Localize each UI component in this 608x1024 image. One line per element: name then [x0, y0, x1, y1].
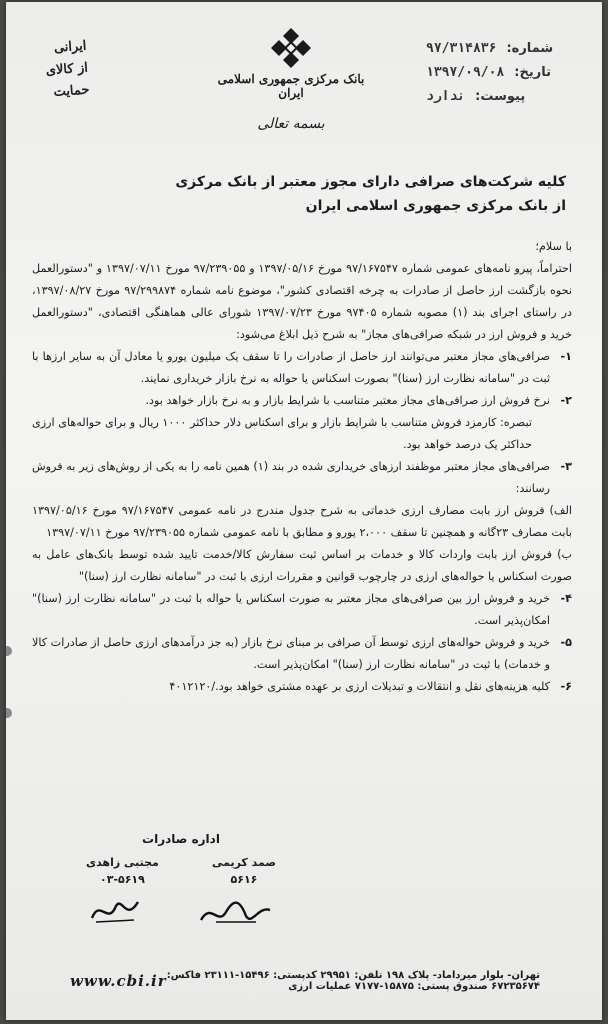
list-item: ۴- خرید و فروش ارز بین صرافی‌های مجاز معتبر به صورت اسکناس یا حواله با ثبت در "سامانه نظارت ارز (سنا)" امکان‌پذیر است. — [32, 592, 572, 627]
basmala: بسمه تعالی — [257, 116, 325, 132]
list-item: ۵- خرید و فروش حواله‌های ارزی توسط آن صرافی بر مبنای نرخ بازار (به جز درآمدهای ارزی حاصل از صادرات کالا و خدمات) با ثبت در "سامانه نظارت ارز (سنا)" امکان‌پذیر است. — [32, 636, 572, 671]
intro-paragraph: احتراماً، پیرو نامه‌های عمومی شماره ۹۷/۱۶۷۵۴۷ مورخ ۱۳۹۷/۰۵/۱۶ و ۹۷/۲۳۹۰۵۵ مورخ ۱۳۹۷/۰۷/۱۱ و "دستورالعمل نحوه بازگشت ارز حاصل از صادرات به چرخه اقتصادی کشور"، موضوع نامه شماره ۹۷/۲۹۹۸۷۴ مورخ ۱۳۹۷/۰۸/۲۷، در راستای اجرای بند (۱) مصوبه شماره ۹۷۴۰۵ مورخ ۱۳۹۷/۰۷/۲۳ شورای عالی هماهنگی اقتصادی، "دستورالعمل خرید و فروش ارز در شبکه صرافی‌های مجاز" به شرح ذیل ابلاغ می‌شود: — [32, 262, 573, 341]
recipient-line: از بانک مرکزی جمهوری اسلامی ایران — [305, 198, 566, 214]
number-row: شماره: ۹۷/۳۱۴۸۳۶ — [426, 40, 554, 56]
sub-item: ب) فروش ارز بابت واردات کالا و خدمات بر اساس ثبت سفارش کالا/خدمت تایید شده توسط بانک‌های عامل به صورت اسکناس یا حواله‌های ارزی در چارچوب قوانین و مقررات ارزی با ثبت در "سامانه نظارت ارز (سنا)" — [32, 548, 572, 583]
letter-meta — [426, 36, 576, 108]
punch-hole — [6, 646, 12, 656]
punch-hole — [6, 708, 12, 718]
recipient-block — [46, 170, 566, 218]
handwritten-signature-icon — [196, 892, 276, 932]
bank-name: بانک مرکزی جمهوری اسلامی ایران — [217, 72, 365, 100]
date-row: تاریخ: ۱۳۹۷/۰۹/۰۸ — [426, 64, 551, 80]
letter-footer — [70, 970, 540, 992]
support-stamp: ایرانی از کالای حمایت — [45, 38, 90, 100]
list-item: ۳- صرافی‌های مجاز معتبر موظفند ارزهای خریداری شده در بند (۱) همین نامه را به یکی از روش‌های زیر به فروش رسانند: — [32, 460, 572, 495]
attachment-row: پیوست: ندارد — [426, 88, 526, 104]
letter-date: ۱۳۹۷/۰۹/۰۸ — [426, 64, 505, 80]
note-item: تبصره: کارمزد فروش متناسب با شرایط بازار و برای اسکناس دلار حداکثر ۱۰۰۰ ریال و برای حواله‌های ارزی حداکثر یک درصد خواهد بود. — [32, 416, 532, 451]
department-name: اداره صادرات — [142, 832, 220, 846]
greeting: با سلام؛ — [535, 240, 572, 253]
cbi-logo-icon — [269, 26, 313, 70]
attachment-value: ندارد — [426, 88, 466, 104]
website-link[interactable]: www.cbi.ir — [70, 972, 167, 990]
bank-header — [216, 26, 366, 132]
letter-body — [32, 236, 572, 698]
signature-block — [86, 832, 276, 932]
recipient-line: کلیه شرکت‌های صرافی دارای مجوز معتبر از بانک مرکزی — [175, 174, 566, 190]
letter-number: ۹۷/۳۱۴۸۳۶ — [426, 40, 497, 56]
list-item: ۲- نرخ فروش ارز صرافی‌های مجاز معتبر متناسب با شرایط بازار و به نرخ بازار خواهد بود. — [145, 394, 572, 407]
letter-page — [6, 2, 602, 1020]
list-item: ۶- کلیه هزینه‌های نقل و انتقالات و تبدیلات ارزی بر عهده مشتری خواهد بود./۴۰۱۲۱۲۰ — [169, 680, 572, 693]
list-item: ۱- صرافی‌های مجاز معتبر می‌توانند ارز حاصل از صادرات را تا سقف یک میلیون یورو یا معادل آن به سایر ارزها با ثبت در "سامانه نظارت ارز (سنا)" بصورت اسکناس یا حواله به نرخ بازار خریداری نمایند. — [32, 350, 572, 385]
footer-address: تهران- بلوار میرداماد- پلاک ۱۹۸ تلفن: ۲۹۹۵۱ کدپستی: ۱۵۴۹۶-۲۳۱۱۱ فاکس: ۶۷۲۳۵۶۷۴ صندوق پستی: ۱۵۸۷۵-۷۱۷۷ عملیات ارزی — [166, 970, 540, 992]
signer-1: مجتبی زاهدی ۰۳-۵۶۱۹ — [86, 856, 159, 886]
sub-item: الف) فروش ارز بابت مصارف ارزی خدماتی به شرح جدول مندرج در نامه عمومی ۹۷/۱۶۷۵۴۷ مورخ ۱۳۹۷/۰۵/۱۶ بابت مصارف ۲۳گانه و همچنین تا سقف ۲،۰۰۰ یورو و مطابق با نامه عمومی شماره ۹۷/۲۳۹۰۵۵ مورخ ۱۳۹۷/۰۷/۱۱ — [32, 504, 572, 539]
handwritten-signature-icon — [86, 892, 146, 932]
signer-2: صمد کریمی ۵۶۱۶ — [211, 856, 276, 886]
